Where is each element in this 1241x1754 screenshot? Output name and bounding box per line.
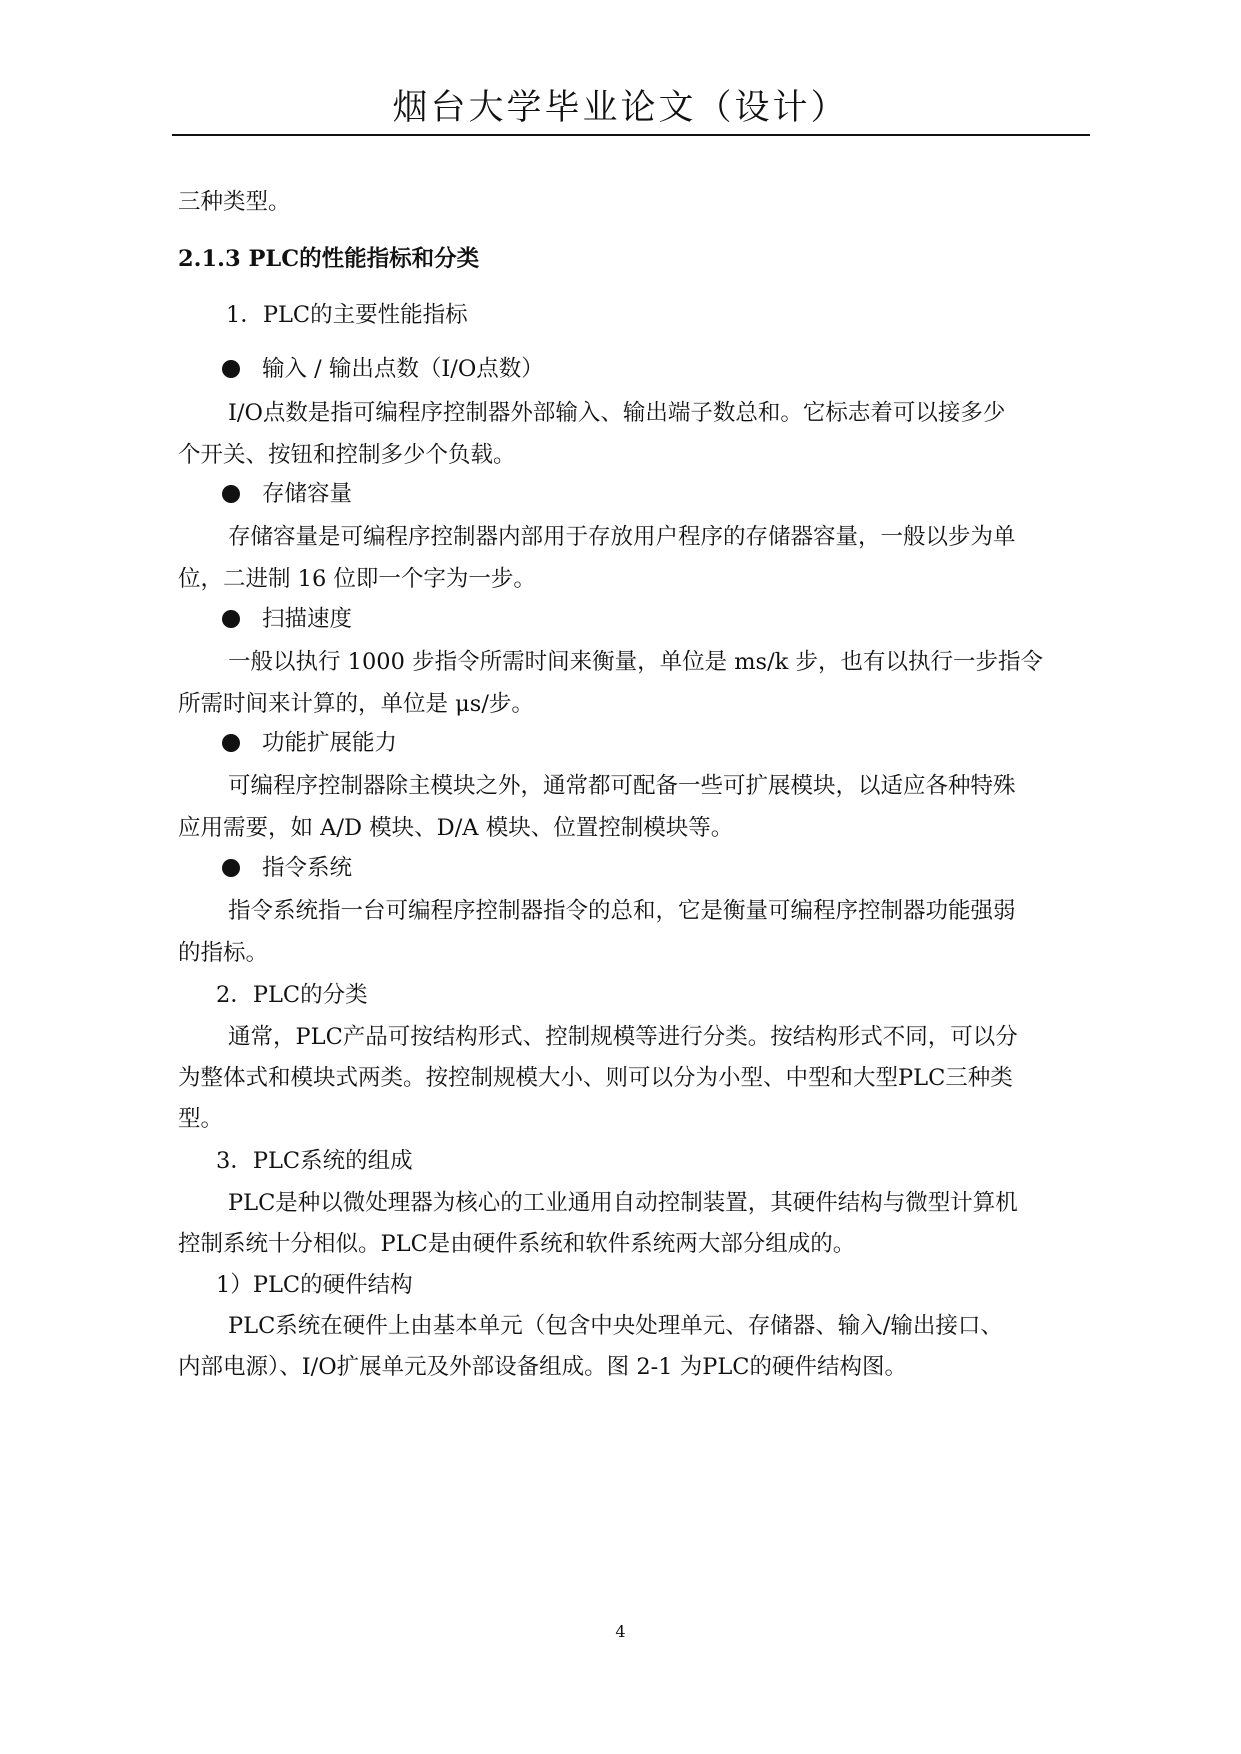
subsection-2-line-1: 通常，PLC产品可按结构形式、控制规模等进行分类。按结构形式不同，可以分 xyxy=(228,1024,1018,1050)
bullet-2-line-2: 位，二进制 16 位即一个字为一步。 xyxy=(178,566,536,592)
subsection-3-1-line-2: 内部电源）、I/O扩展单元及外部设备组成。图 2-1 为PLC的硬件结构图。 xyxy=(178,1354,907,1380)
subsection-2-line-3: 型。 xyxy=(178,1106,224,1132)
intro-text: 三种类型。 xyxy=(178,189,291,215)
bullet-5-line-2: 的指标。 xyxy=(178,940,269,966)
bullet-icon xyxy=(222,734,240,752)
bullet-icon xyxy=(222,610,240,628)
subsection-2-title: 2．PLC的分类 xyxy=(216,982,368,1008)
bullet-icon xyxy=(222,485,240,503)
bullet-1-label: 输入 / 输出点数（I/O点数） xyxy=(262,356,544,382)
bullet-2-line-1: 存储容量是可编程序控制器内部用于存放用户程序的存储器容量，一般以步为单 xyxy=(228,524,1016,550)
subsection-2-line-2: 为整体式和模块式两类。按控制规模大小、则可以分为小型、中型和大型PLC三种类 xyxy=(178,1065,1013,1091)
bullet-3-line-2: 所需时间来计算的，单位是 μs/步。 xyxy=(178,691,534,717)
bullet-1-line-2: 个开关、按钮和控制多少个负载。 xyxy=(178,442,516,468)
subsection-3-1-title: 1）PLC的硬件结构 xyxy=(216,1272,413,1298)
bullet-4-line-2: 应用需要，如 A/D 模块、D/A 模块、位置控制模块等。 xyxy=(178,815,734,841)
bullet-1-line-1: I/O点数是指可编程序控制器外部输入、输出端子数总和。它标志着可以接多少 xyxy=(228,400,1006,426)
bullet-icon xyxy=(222,859,240,877)
running-header: 烟台大学毕业论文（设计） xyxy=(392,88,849,128)
bullet-5-label: 指令系统 xyxy=(262,855,353,881)
subsection-3-line-1: PLC是种以微处理器为核心的工业通用自动控制装置，其硬件结构与微型计算机 xyxy=(228,1190,1018,1216)
header-divider xyxy=(172,134,1090,136)
bullet-3-line-1: 一般以执行 1000 步指令所需时间来衡量，单位是 ms/k 步，也有以执行一步指令 xyxy=(228,649,1043,675)
subsection-1-title: 1．PLC的主要性能指标 xyxy=(226,302,468,328)
bullet-2-label: 存储容量 xyxy=(262,481,353,507)
bullet-4-label: 功能扩展能力 xyxy=(262,730,398,756)
subsection-3-1-line-1: PLC系统在硬件上由基本单元（包含中央处理单元、存储器、输入/输出接口、 xyxy=(228,1313,1003,1339)
subsection-3-line-2: 控制系统十分相似。PLC是由硬件系统和软件系统两大部分组成的。 xyxy=(178,1231,856,1257)
bullet-4-line-1: 可编程序控制器除主模块之外，通常都可配备一些可扩展模块，以适应各种特殊 xyxy=(228,773,1016,799)
subsection-3-title: 3．PLC系统的组成 xyxy=(216,1148,413,1174)
page-number: 4 xyxy=(615,1622,626,1641)
bullet-3-label: 扫描速度 xyxy=(262,606,353,632)
section-heading: 2.1.3 PLC的性能指标和分类 xyxy=(178,246,480,272)
bullet-icon xyxy=(222,360,240,378)
bullet-5-line-1: 指令系统指一台可编程序控制器指令的总和，它是衡量可编程序控制器功能强弱 xyxy=(228,898,1016,924)
